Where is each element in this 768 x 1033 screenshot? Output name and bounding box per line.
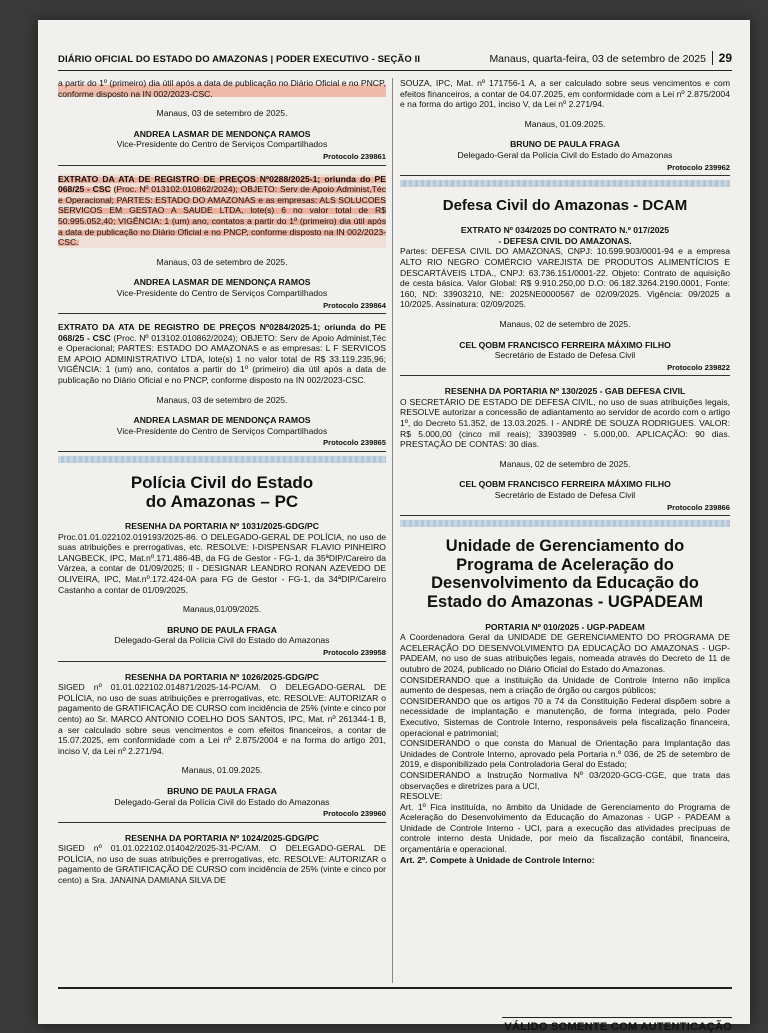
portaria-body: Proc.01.01.022102.019193/2025-86. O DELEGADO-GERAL DE POLÍCIA, no uso de suas atribuições e prerrogativas, etc. RESOLVE: I-DISPENSAR FLAVIO PINHEIRO LANGBECK, IPC, Mat.nº.171.486-4B, da FG de Gestor - FG-1, da 35ªDIP/Careiro da Várzea, a contar de 01/09/2025; II - DESIGNAR LEANDRO RONAN AZEVEDO DE OLIVEIRA, IPC, Mat.nº.172.424-0A para FG de Gestor - FG-1, da 34ªDIP/Careiro Castanho a contar de 01/09/2025. <box>58 531 386 595</box>
signatory-role: Delegado-Geral da Polícia Civil do Estado do Amazonas <box>114 796 330 807</box>
portaria-body: SIGED nº 01.01.022102.014871/2025-14-PC/AM. O DELEGADO-GERAL DE POLÍCIA, no uso de suas atribuições e prerrogativas, etc. RESOLVE: AUTORIZAR o pagamento de GRATIFICAÇÃO DE CURSO com incidência de 25% (vinte e cinco por cento) ao Sr. MARCO ANTONIO COELHO DOS SANTOS, IPC, Mat. nº 261344-1 B, a ser calculado sobre seus vencimentos e com efeitos financeiros, a contar de 15.07.2025, em conformidade com a Lei nº 2.875/2004 e na forma do artigo 201, inciso V, da Lei nº 2.271/94. <box>58 682 386 756</box>
validity-notice: VÁLIDO SOMENTE COM AUTENTICAÇÃO <box>504 1021 732 1033</box>
signatory-role: Secretário de Estado de Defesa Civil <box>494 490 636 501</box>
portaria-title: RESENHA DA PORTARIA Nº 130/2025 - GAB DEFESA CIVIL <box>444 386 686 397</box>
section-title-defesa-civil: Defesa Civil do Amazonas - DCAM <box>442 197 688 215</box>
signature-date: Manaus, 03 de setembro de 2025. <box>156 394 288 405</box>
portaria-paragraph: Art. 1º Fica instituída, no âmbito da Unidade de Gerenciamento do Programa de Aceleração do Desenvolvimento da Educação do Amazonas - UGP - PADEAM a Unidade de Controle Interno - UCI, para a execução das atividades precípuas de controle interno desta Unidade, por meio da fiscalização contábil, financeira, orçamentária e operacional. <box>400 801 730 855</box>
footer-rule <box>502 1017 732 1018</box>
portaria-paragraph: RESOLVE: <box>400 791 443 802</box>
signature-date: Manaus, 01.09.2025. <box>524 118 606 129</box>
protocol-number: Protocolo 239864 <box>58 301 386 315</box>
protocol-number: Protocolo 239822 <box>400 363 730 377</box>
signatory-role: Secretário de Estado de Defesa Civil <box>494 350 636 361</box>
section-title-line: Unidade de Gerenciamento do <box>445 537 685 556</box>
extract-body: Partes: DEFESA CIVIL DO AMAZONAS, CNPJ: 10.599.903/0001-94 e a empresa ALTO RIO NEGRO COMÉRCIO VAREJISTA DE PRODUTOS ALIMENTÍCIOS E DESCARTÁVEIS LTDA., CNPJ: 63.736.151/0001-22. Objeto: Contrato de aquisição de cesta básica. Valor Global: R$ 9.910.250,00 D.O: 06.182.3264.2190.0001, Fonte: 160, ND: 33903210, NE: 2025NE0000567 de 02/09/2025. Vigência: 09/2025 a 10/2025. Assinatura: 02/09/2025. <box>400 246 730 310</box>
section-title-line: Programa de Aceleração do <box>456 555 674 574</box>
portaria-body: O SECRETÁRIO DE ESTADO DE DEFESA CIVIL, no uso de suas atribuições legais, RESOLVE autorizar a concessão de adiantamento ao servidor de acordo com o artigo 1º, do Decreto 51.352, de 13.03.2025. I - ANDRÉ DE SOUZA RODRIGUES. VALOR: R$ 5.000,00 (cinco mil reais); 33903989 - 5.000,00. APLICAÇÃO: 90 dias. PRESTAÇÃO DE CONTAS: 30 dias. <box>400 396 730 450</box>
continuation-text: a partir do 1º (primeiro) dia útil após a data de publicação no Diário Oficial e no PNCP, conforme disposto na IN 002/2023-CSC. <box>58 78 386 99</box>
portaria-title: PORTARIA Nº 010/2025 - UGP-PADEAM <box>485 621 645 632</box>
portaria-paragraph: CONSIDERANDO que os artigos 70 a 74 da Constituição Federal dispõem sobre a necessidade de implantação e manutenção, de forma integrada, pelo Poder Executivo, Sistemas de Controle Interno, responsáveis pela fiscalização financeira, operacional e patrimonial; <box>400 695 730 738</box>
section-band <box>58 456 386 463</box>
protocol-number: Protocolo 239865 <box>58 438 386 452</box>
signatory-name: ANDREA LASMAR DE MENDONÇA RAMOS <box>133 277 311 288</box>
section-title-line: do Amazonas – PC <box>145 492 299 512</box>
section-title-line: Desenvolvimento da Educação do <box>431 574 699 593</box>
signature-date: Manaus, 03 de setembro de 2025. <box>156 108 288 119</box>
portaria-title: RESENHA DA PORTARIA Nº 1026/2025-GDG/PC <box>125 671 319 682</box>
signature-date: Manaus, 02 de setembro de 2025. <box>499 458 631 469</box>
extract-ata-0284 <box>58 322 386 386</box>
protocol-number: Protocolo 239960 <box>58 809 386 823</box>
extract-body: (Proc. Nº 013102.010862/2024); OBJETO: Serv de Apoio Administ,Téc e Operacional; PARTES: ESTADO DO AMAZONAS e as empresas: ALS SOLUCOES SERVICOS EM GESTAO A SAUDE LTDA, lote(s) 6 no valor total de R$ 50.995.052,40; VIGÊNCIA: 1 (um) ano, contatos a partir do 1º (primeiro) dia útil após a data de publicação no Diário Oficial e no PNCP, conforme disposto na IN 002/2023-CSC. <box>58 184 387 248</box>
section-band <box>400 520 730 527</box>
section-title-line: Estado do Amazonas - UGPADEAM <box>427 593 703 611</box>
signature-date: Manaus,01/09/2025. <box>182 604 262 615</box>
header-journal-title: DIÁRIO OFICIAL DO ESTADO DO AMAZONAS | PODER EXECUTIVO - SEÇÃO II <box>58 54 421 65</box>
signatory-name: CEL QOBM FRANCISCO FERREIRA MÁXIMO FILHO <box>459 339 671 350</box>
portaria-title: RESENHA DA PORTARIA Nº 1031/2025-GDG/PC <box>125 521 319 532</box>
signature-date: Manaus, 01.09.2025. <box>181 765 263 776</box>
signatory-role: Vice-Presidente do Centro de Serviços Compartilhados <box>116 287 328 298</box>
signatory-role: Delegado-Geral da Polícia Civil do Estado do Amazonas <box>114 635 330 646</box>
running-header <box>58 48 732 71</box>
signatory-name: BRUNO DE PAULA FRAGA <box>167 785 277 796</box>
header-date: Manaus, quarta-feira, 03 de setembro de 2025 <box>489 53 706 65</box>
protocol-number: Protocolo 239866 <box>400 503 730 517</box>
extract-body: (Proc. Nº 013102.010862/2024); OBJETO: Serv de Apoio Administ,Téc e Operacional; PARTES: ESTADO DO AMAZONAS e as empresas: L F SERVICOS EM APOIO ADMINISTRATIVO LTDA, lote(s) 1 no valor total de R$ 33.119.235,96; VIGÊNCIA: 1 (um) ano, contatos a partir do 1º (primeiro) dia útil após a data de publicação no Diário Oficial e no PNCP, conforme disposto na IN 002/2023-CSC. <box>58 332 387 386</box>
signature-date: Manaus, 02 de setembro de 2025. <box>499 318 631 329</box>
extract-ata-0288 <box>58 174 386 248</box>
extract-title: EXTRATO DA ATA DE REGISTRO DE PREÇOS Nº0288/2025-1; oriunda do PE 068/25 - CSC <box>58 173 386 195</box>
document-page <box>38 20 750 1033</box>
section-band <box>400 180 730 187</box>
section-title-policia-civil <box>58 473 386 511</box>
right-column <box>400 78 730 865</box>
signatory-role: Delegado-Geral da Polícia Civil do Estado do Amazonas <box>457 149 673 160</box>
signatory-name: BRUNO DE PAULA FRAGA <box>510 139 620 150</box>
column-divider <box>392 78 393 983</box>
signatory-role: Vice-Presidente do Centro de Serviços Compartilhados <box>116 139 328 150</box>
portaria-paragraph: A Coordenadora Geral da UNIDADE DE GERENCIAMENTO DO PROGRAMA DE ACELERAÇÃO DO DESENVOLVIMENTO DA EDUCAÇÃO DO AMAZONAS - UGP-PADEAM, no uso de suas atribuições legais, nomeada através do Decreto de 11 de outubro de 2024, publicado no Diário Oficial do Estado do Amazonas. <box>400 632 730 674</box>
extract-title: EXTRATO Nº 034/2025 DO CONTRATO N.º 017/2025 - DEFESA CIVIL DO AMAZONAS. <box>460 225 670 246</box>
left-column <box>58 78 386 886</box>
signatory-name: ANDREA LASMAR DE MENDONÇA RAMOS <box>133 128 311 139</box>
portaria-paragraph: CONSIDERANDO a Instrução Normativa Nº 03/2020-GCG-CGE, que trata das observações e diretrizes para a UCI, <box>400 769 730 791</box>
portaria-title: RESENHA DA PORTARIA Nº 1024/2025-GDG/PC <box>125 832 319 843</box>
section-title-line: Polícia Civil do Estado <box>130 473 314 493</box>
portaria-paragraph: CONSIDERANDO o que consta do Manual de Orientação para Implantação das Unidades de Controle Interno, aprovado pela Portaria n.º 036, de 25 de setembro de 2019, e disponibilizado pela Controladoria Geral do Estado; <box>400 738 730 770</box>
portaria-paragraph: Art. 2º. Compete à Unidade de Controle Interno: <box>400 854 595 865</box>
signature-date: Manaus, 03 de setembro de 2025. <box>156 256 288 267</box>
extract-title: EXTRATO DA ATA DE REGISTRO DE PREÇOS Nº0284/2025-1; oriunda do PE 068/25 - CSC <box>58 322 386 343</box>
signatory-name: CEL QOBM FRANCISCO FERREIRA MÁXIMO FILHO <box>459 479 671 490</box>
protocol-number: Protocolo 239958 <box>58 648 386 662</box>
page-footer <box>58 987 732 1033</box>
portaria-paragraph: CONSIDERANDO que a instituição da Unidade de Controle Interno não implica aumento de despesas, nem a criação de órgão ou cargos públicos; <box>400 674 730 696</box>
portaria-body: SIGED nº 01.01.022102.014042/2025-31-PC/AM. O DELEGADO-GERAL DE POLÍCIA, no uso de suas atribuições e prerrogativas, etc. RESOLVE: AUTORIZAR o pagamento de GRATIFICAÇÃO DE CURSO com incidência de 25% (vinte e cinco por cento) a Sra. JANAINA DAMIANA SILVA DE <box>58 843 386 886</box>
signatory-role: Vice-Presidente do Centro de Serviços Compartilhados <box>116 425 328 436</box>
signatory-name: ANDREA LASMAR DE MENDONÇA RAMOS <box>133 415 311 426</box>
header-page-number: 29 <box>712 51 732 65</box>
continuation-text: SOUZA, IPC, Mat. nº 171756-1 A, a ser calculado sobre seus vencimentos e com efeitos financeiros, a contar de 04.07.2025, em conformidade com a Lei nº 2.875/2004 e na forma do artigo 201, inciso V, da Lei nº 2.271/94. <box>400 78 730 110</box>
signatory-name: BRUNO DE PAULA FRAGA <box>167 624 277 635</box>
section-title-ugpadeam <box>400 537 730 611</box>
protocol-number: Protocolo 239962 <box>400 163 730 177</box>
protocol-number: Protocolo 239861 <box>58 152 386 166</box>
